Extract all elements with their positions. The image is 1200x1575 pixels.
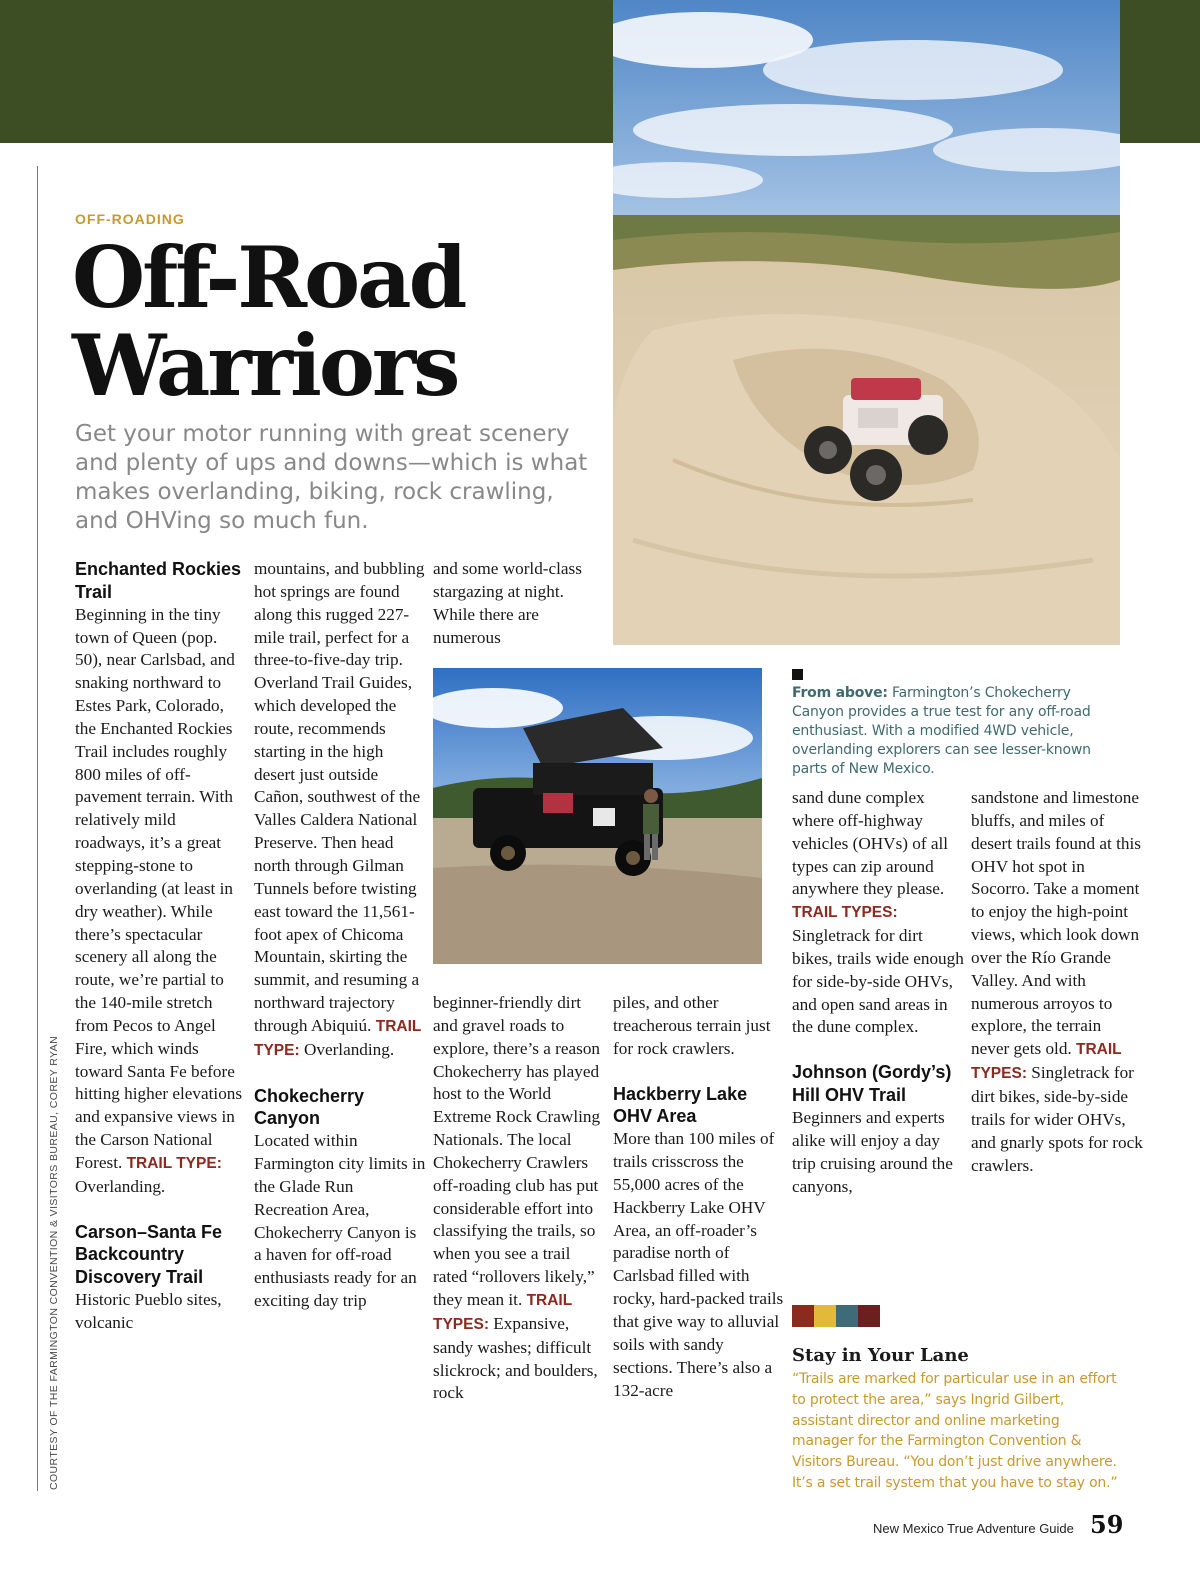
- column-3-bottom: [433, 992, 605, 1405]
- body-hackberry-cont: [792, 787, 964, 1039]
- body-chokecherry-end: piles, and other treacherous terrain just for rock crawlers.: [613, 993, 771, 1058]
- body-johnson-hill-cont: [971, 787, 1143, 1177]
- photo-rock-crawler-image: [613, 0, 1120, 645]
- body-hackberry-lake: More than 100 miles of trails crisscross the 55,000 acres of the Hackberry Lake OHV Area, an off-roader’s paradise north of Carlsbad filled with rocky, hard-packed trails that give way to alluvial soils with sandy sections. There’s also a 132-acre: [613, 1129, 784, 1400]
- photo-overland-truck-image: [433, 668, 762, 964]
- caption-marker: [792, 669, 803, 680]
- section-kicker: OFF-ROADING: [75, 211, 185, 227]
- photo-overland-truck: [433, 668, 762, 964]
- photo-rock-crawler: [613, 0, 1120, 645]
- heading-hackberry-lake: Hackberry Lake OHV Area: [613, 1083, 748, 1127]
- photo-credit: COURTESY OF THE FARMINGTON CONVENTION & VISITORS BUREAU, COREY RYAN: [48, 1035, 60, 1490]
- trail-type-value: Overlanding.: [75, 1176, 166, 1196]
- body-carson-santa-fe-cont: [254, 558, 426, 1063]
- trail-type-value: Singletrack for dirt bikes, trails wide enough for side-by-side OHVs, and open sand areas in the dune complex.: [792, 926, 964, 1037]
- trail-type-value: Overlanding.: [303, 1039, 395, 1059]
- body-johnson-hill: Beginners and experts alike will enjoy a day trip cruising around the canyons,: [792, 1107, 953, 1196]
- heading-carson-santa-fe: Carson–Santa Fe Backcountry Discovery Trail: [75, 1221, 223, 1288]
- color-swatches: [792, 1305, 880, 1327]
- page-number: 59: [1090, 1510, 1124, 1539]
- heading-enchanted-rockies: Enchanted Rockies Trail: [75, 559, 242, 602]
- article-deck: Get your motor running with great scenery and plenty of ups and downs—which is what makes overlanding, biking, rock crawling, and OHVing so much fun.: [75, 421, 588, 534]
- trail-type-label: TRAIL TYPES:: [971, 1041, 1122, 1083]
- swatch-red: [792, 1305, 814, 1327]
- caption-lead: From above:: [792, 685, 888, 701]
- body-carson-santa-fe: Historic Pueblo sites, volcanic: [75, 1290, 222, 1332]
- title-line-1: Off-Road: [72, 228, 465, 327]
- body-text: beginner-friendly dirt and gravel roads to explore, there’s a reason Chokecherry has played host to the World Extreme Rock Crawling Nationals. The local Chokecherry Crawlers off-roading club has put considerable effort into classifying the trails, so when you see a trail rated “rollovers likely,” they mean it.: [433, 993, 601, 1309]
- swatch-maroon: [858, 1305, 880, 1327]
- trail-type-label: TRAIL TYPE:: [126, 1154, 222, 1172]
- heading-johnson-hill: Johnson (Gordy’s) Hill OHV Trail: [792, 1062, 952, 1106]
- column-3-top: [433, 558, 605, 649]
- photo-caption: [792, 684, 1122, 779]
- column-2: [254, 558, 426, 1313]
- swatch-yellow: [814, 1305, 836, 1327]
- sidebar-quote: “Trails are marked for particular use in an effort to protect the area,” says Ingrid Gilbert, assistant director and online marketing manager for the Farmington Convention & Visitors Bureau. “You don’t just drive anywhere. It’s a set trail system that you have to stay on.”: [792, 1371, 1118, 1491]
- body-text: sandstone and limestone bluffs, and miles of desert trails found at this OHV hot spot in Socorro. Take a moment to enjoy the high-point views, which look down over the Río Grande Valley. And with numerous arroyos to explore, the terrain never gets old.: [971, 788, 1141, 1059]
- body-chokecherry-cont: and some world-class stargazing at night. While there are numerous: [433, 559, 582, 647]
- column-1: [75, 558, 245, 1335]
- trail-type-label: TRAIL TYPE:: [254, 1017, 422, 1059]
- trail-type-label: TRAIL TYPES:: [792, 904, 898, 922]
- body-text: mountains, and bubbling hot springs are found along this rugged 227-mile trail, perfect for a three-to-five-day trip. Overland Trail Guides, which developed the route, recommends starting in the high desert just outside Cañon, southwest of the Valles Caldera National Preserve. Then head north through Gilman Tunnels before twisting east toward the 11,561-foot apex of Chicoma Mountain, skirting the summit, and resuming a northward trajectory through Abiquiú.: [254, 559, 425, 1035]
- trail-type-value: Expansive, sandy washes; difficult slickrock; and boulders, rock: [433, 1313, 598, 1403]
- footer-publication: New Mexico True Adventure Guide: [873, 1521, 1074, 1536]
- swatch-teal: [836, 1305, 858, 1327]
- body-chokecherry-canyon: Located within Farmington city limits in the Glade Run Recreation Area, Chokecherry Canyon is a haven for off-road enthusiasts ready for an exciting day trip: [254, 1131, 426, 1311]
- body-enchanted-rockies: [75, 604, 245, 1199]
- caption-text: Farmington’s Chokecherry Canyon provides a true test for any off-road enthusiast. With a modified 4WD vehicle, overlanding explorers can see lesser-known parts of New Mexico.: [792, 685, 1091, 777]
- column-5: [792, 787, 964, 1198]
- article-title: [72, 228, 465, 415]
- heading-chokecherry-canyon: Chokecherry Canyon: [254, 1085, 365, 1129]
- body-text: Beginning in the tiny town of Queen (pop. 50), near Carlsbad, and snaking northward to Estes Park, Colorado, the Enchanted Rockies Trail includes roughly 800 miles of off-pavement terrain. With relatively mild roadways, it’s a great stepping-stone to overlanding (at least in dry weather). While there’s spectacular scenery all along the route, we’re partial to the 140-mile stretch from Pecos to Angel Fire, which winds toward Santa Fe before hitting higher elevations and expansive views in the Carson National Forest.: [75, 604, 243, 1172]
- column-4: [613, 992, 785, 1402]
- trail-type-value: Singletrack for dirt bikes, side-by-side trails for wider OHVs, and gnarly spots for rock crawlers.: [971, 1063, 1143, 1175]
- body-chokecherry-cont-2: [433, 992, 605, 1405]
- sidebar-title: Stay in Your Lane: [792, 1345, 969, 1366]
- trail-type-label: TRAIL TYPES:: [433, 1291, 572, 1333]
- title-line-2: Warriors: [72, 316, 458, 415]
- body-text: sand dune complex where off-highway vehicles (OHVs) of all types can zip around anywhere they please.: [792, 788, 949, 899]
- column-6: [971, 787, 1143, 1177]
- vertical-rule: [37, 166, 38, 1491]
